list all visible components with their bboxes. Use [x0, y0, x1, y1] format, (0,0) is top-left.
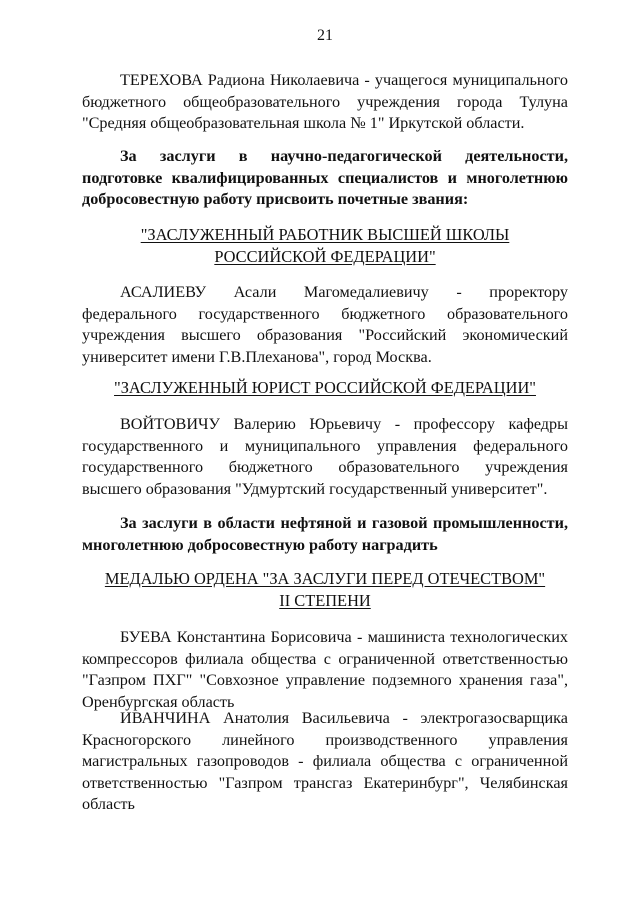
paragraph-ivanchin — [82, 708, 568, 816]
paragraph-award-intro-medal — [82, 513, 568, 556]
text-line: университет имени Г.В.Плеханова", город Москва. — [82, 347, 432, 366]
paragraph-voytovich — [82, 414, 568, 500]
text-line: ВОЙТОВИЧУ Валерию Юрьевичу - профессору кафедры — [120, 415, 568, 433]
text-line: За заслуги в области нефтяной и газовой промышленности, — [120, 514, 568, 532]
text-line: компрессоров филиала общества с ограниченной ответственностью — [82, 649, 568, 668]
section-title-medal-order — [82, 568, 568, 611]
title-line: "ЗАСЛУЖЕННЫЙ РАБОТНИК ВЫСШЕЙ ШКОЛЫ — [140, 225, 510, 244]
text-line: федерального государственного бюджетного образовательного — [82, 304, 568, 323]
text-line: ТЕРЕХОВА Радиона Николаевича - учащегося муниципального — [120, 71, 568, 89]
text-line: многолетнюю добросовестную работу наградить — [82, 535, 438, 554]
paragraph-terekhova — [82, 70, 568, 135]
paragraph-asaliev — [82, 282, 568, 368]
paragraph-buev — [82, 627, 568, 713]
text-line: Красногорского линейного производственного управления — [82, 730, 568, 749]
paragraph-award-intro-titles — [82, 146, 568, 211]
page-number: 21 — [317, 27, 333, 44]
text-line: государственного и муниципального управления федерального — [82, 436, 568, 455]
title-line: II СТЕПЕНИ — [279, 590, 371, 610]
text-line: высшего образования "Удмуртский государственный университет". — [82, 479, 548, 498]
text-line: подготовке квалифицированных специалистов и многолетнюю — [82, 168, 568, 187]
text-line: "Газпром ПХГ" "Совхозное управление подземного хранения газа", — [82, 671, 568, 690]
text-line: Оренбургская область — [82, 692, 235, 711]
text-line: магистральных газопроводов - филиала общества с ограниченной — [82, 752, 568, 771]
text-line: учреждения высшего образования "Российский экономический — [82, 326, 568, 345]
title-line: МЕДАЛЬЮ ОРДЕНА "ЗА ЗАСЛУГИ ПЕРЕД ОТЕЧЕСТВОМ" — [104, 569, 546, 588]
text-line: область — [82, 795, 135, 814]
text-line: ИВАНЧИНА Анатолия Васильевича - электрогазосварщика — [120, 709, 568, 727]
text-line: "Средняя общеобразовательная школа № 1" Иркутской области. — [82, 114, 525, 133]
section-title-honored-higher-school-worker — [82, 224, 568, 267]
text-line: За заслуги в научно-педагогической деятельности, — [120, 147, 568, 165]
title-line: "ЗАСЛУЖЕННЫЙ ЮРИСТ РОССИЙСКОЙ ФЕДЕРАЦИИ" — [114, 378, 536, 397]
text-line: ответственностью "Газпром трансгаз Екатеринбург", Челябинская — [82, 773, 568, 792]
text-line: АСАЛИЕВУ Асали Магомедалиевичу - проректору — [120, 283, 568, 301]
title-line: РОССИЙСКОЙ ФЕДЕРАЦИИ" — [214, 246, 436, 266]
text-line: добросовестную работу присвоить почетные звания: — [82, 190, 469, 209]
document-page — [82, 0, 568, 905]
text-line: бюджетного общеобразовательного учреждения города Тулуна — [82, 92, 568, 111]
text-line: БУЕВА Константина Борисовича - машиниста технологических — [120, 628, 568, 646]
section-title-honored-lawyer — [82, 377, 568, 399]
text-line: государственного бюджетного образовательного учреждения — [82, 458, 568, 477]
